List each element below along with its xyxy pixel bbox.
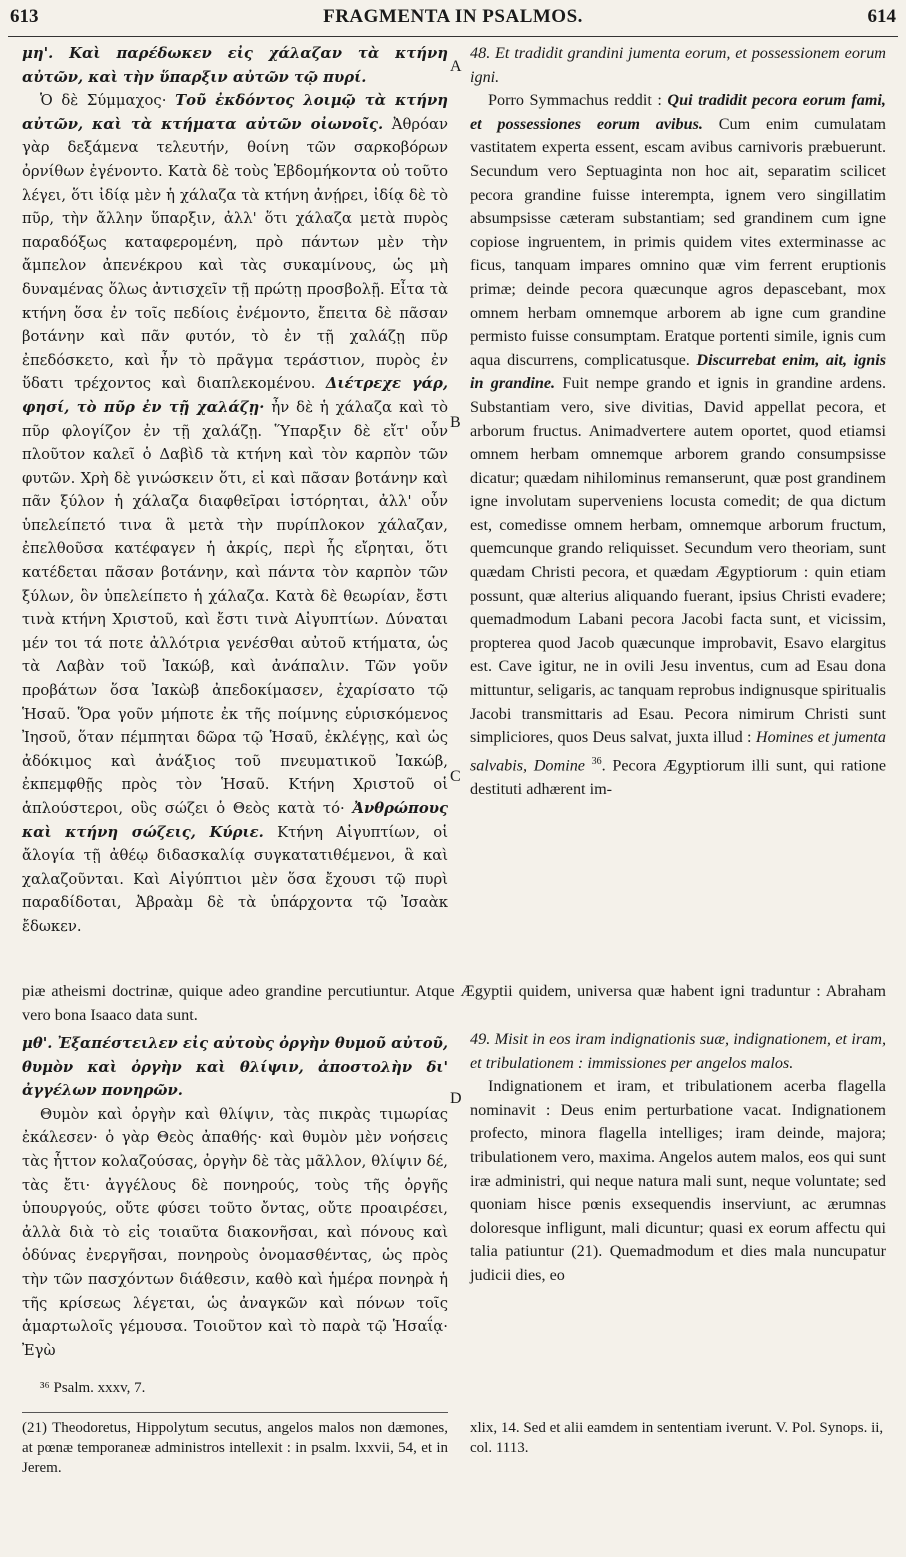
section-marker-b: B: [450, 414, 461, 431]
footnote-ref-36[interactable]: 36: [591, 755, 602, 767]
footnote-21-right: xlix, 14. Sed et alii eamdem in sententiam iverunt. V. Pol. Synops. ii, col. 1113.: [470, 1420, 884, 1456]
latin-text-1: Cum enim cumulatam vastitatem experta essent, escam avibus carnivoris præbuerunt. Secundum vero Septuaginta non hoc ait, separatim scilicet pecora grandine fuisse interempta, ignem vero singillatim absumpsisse cæteram substantiam; sed grandinem cum igne copiose ingruentem, in primis quidem vites exterminasse ac ficus, tanquam impares omnino quæ vim ferrent eruptionis primæ; deinde pecora quæcunque agros depascebant, mox omnem herbam omnemque arborem ab igne cum grandine permisto fuisse consumptam. Eratque portenti simile, ignis cum aqua discurrens, complicatusque.: [470, 114, 886, 369]
greek-text-1: Ἀθρόαν γὰρ δεξάμενα τελευτήν, θοίνη τῶν σαρκοβόρων ὀρνίθων ἐγένοντο. Κατὰ δὲ τοὺς Ἑβδομήκοντα οὐ τοῦτο λέγει, ὅτι ἰδίᾳ μὲν ἡ χάλαζα τὰ κτήνη ἀνῄρει, ἰδίᾳ δὲ τὸ πῦρ, τὴν ἄλλην ὕπαρξιν, ἀλλ' ὅτι χάλαζα μετὰ πυρὸς παραδόξως καταφερομένη, πρὸ πάντων μὲν τὴν ἄμπελον ἀπενέκρου καὶ τὰς συκαμίνους, ὡς μὴ δυναμένας ὅλως ἀντισχεῖν τῇ πρώτῃ προσβολῇ. Εἶτα τὰ κτήνη ὅσα ἐν τοῖς πεδίοις ἐνέμοντο, ἔπειτα δὲ πᾶσαν βοτάνην καὶ πᾶν φυτόν, τὸ ἐν τῇ χαλάζῃ πῦρ ἐπεδόσκετο, καὶ ἦν τὸ πρᾶγμα τεράστιον, πυρὸς ἐν ὕδατι τρέχοντος καὶ διαπλεκομένου.: [22, 115, 448, 393]
footnote-rule: [22, 1412, 448, 1413]
latin-quote-3: Homines et jumenta salvabis, Domine: [470, 728, 886, 775]
running-header: [10, 6, 896, 34]
latin-symmachus-quote: Qui tradidit pecora eorum fami, et possessiones eorum avibus.: [470, 91, 886, 133]
section-marker-c: C: [450, 768, 461, 785]
full-width-continuation: piæ atheismi doctrinæ, quique adeo grandine percutiuntur. Atque Ægyptii quidem, universa quæ habent igni traduntur : Abraham vero bona Isaaco data sunt.: [22, 982, 886, 1024]
latin-verse-heading-49: 49. Misit in eos iram indignationis suæ, indignationem, et iram, et tribulationem : immissiones per angelos malos.: [470, 1030, 886, 1072]
latin-commentary-49: Indignationem et iram, et tribulationem acerba flagella nominavit : Deus enim perturbatione vacat. Indignationem profecto, minora flagella intelliges; iram deinde, majora; tribulationem vero, maxima. Angelos autem malos, eos qui sunt iræ administri, qui neque natura mali sunt, neque voluntate; sed quoniam hisce pœnis exsequendis inserviunt, ac ærumnas doloresque infligunt, mali dicuntur; quasi ex eorum affectu qui talia patiuntur (21). Quemadmodum et dies mala nuncupatur judicii dies, eo: [470, 1077, 886, 1284]
latin-commentary: [470, 89, 886, 801]
greek-text-3: Κτήνη Αἰγυπτίων, οἱ ἄλογία τῇ ἀθέῳ διδασκαλίᾳ συγκατατιθέμενοι, ἃ καὶ χαλαζοῦνται. Καὶ Αἰγύπτιοι μὲν ὅσα ἔχουσι τῷ πυρὶ παραδίδοται, Ἀβραὰμ δὲ τὰ ὑπάρχοντα τῷ Ἰσαὰκ ἔδωκεν.: [22, 823, 449, 935]
greek-verse-heading: μη'. Καὶ παρέδωκεν εἰς χάλαζαν τὰ κτήνη αὐτῶν, καὶ τὴν ὕπαρξιν αὐτῶν τῷ πυρί.: [22, 45, 448, 86]
latin-lead: Porro Symmachus reddit :: [488, 91, 662, 110]
scripture-footnote: ³⁶ Psalm. xxxv, 7.: [40, 1380, 146, 1396]
greek-text-2: ἦν δὲ ἡ χάλαζα καὶ τὸ πῦρ φλογίζον ἐν τῇ χαλάζῃ. Ὕπαρξιν δὲ εἴτ' οὖν πλοῦτον καλεῖ ὁ Δαβὶδ τὰ κτήνη καὶ τὸν καρπὸν τῶν φυτῶν. Χρὴ δὲ γινώσκειν ὅτι, εἰ καὶ πᾶσαν βοτάνην καὶ πᾶν ξύλον ἡ χάλαζα διαφθεῖραι ἱστόρηται, ἀλλ' οὖν ὑπελείπετό τινα ἃ μετὰ τὴν πυρίπλοκον χάλαζαν, ἐπελθοῦσα κατέφαγεν ἡ ἀκρίς, περὶ ἧς εἴρηται, ὅτι κατέδεται πᾶσαν βοτάνην, καὶ πάντα τὸν καρπὸν τῶν ξύλων, ὃν ὑπελείπετο ἡ χάλαζα. Κατὰ δὲ θεωρίαν, ἔστι τινὰ κτήνη Χριστοῦ, καὶ ἔστι τινὰ Αἰγυπτίων. Δύναται μέν τοι τά ποτε ἀλλότρια γενέσθαι αὐτοῦ κτήματα, ὡς τὰ Λαβὰν τοῦ Ἰακώβ, καὶ ἀνάπαλιν. Τῶν γοῦν προβάτων ὅσα Ἰακὼβ ἀπεδοκίμασεν, ἐχαρίσατο τῷ Ἡσαῦ. Ὅρα γοῦν μήποτε ἐκ τῆς ποίμνης εὑρισκόμενος Ἰησοῦ, ὅταν πέμπηται δῶρα τῷ Ἡσαῦ, ἐκλέγῃς, καὶ ὡς ἀδόκιμος καὶ ἀνάξιος τοῦ πνευματικοῦ Ἰακώβ, ἐκπεμφθῇς πρὸς τὸν Ἡσαῦ. Κτήνη Χριστοῦ οἱ ἁπλούστεροι, οὓς σώζει ὁ Θεὸς κατὰ τό·: [22, 398, 448, 817]
running-title: FRAGMENTA IN PSALMOS.: [323, 6, 583, 27]
latin-quote-2: Discurrebat enim, ait, ignis in grandine.: [470, 350, 886, 393]
greek-quote-3: Ἀνθρώπους καὶ κτήνη σώζεις, Κύριε.: [22, 800, 448, 841]
latin-text-2: Fuit nempe grando et ignis in grandine ardens. Substantiam vero, sive divitias, David appellat pecora, et arborum fructus. Animadvertere autem oportet, quod etiamsi omnem herbam omnemque arborem grando consumpsisse dicatur; quædam nihilominus remanserunt, quæ post grandinem igne involutam superveniens locusta comedit; de qua dictum est, comedisse omnem herbam, omnemque arborum fructum, quemcunque grando reliquisset. Secundum vero theoriam, sunt quædam Christi pecora, et quædam Ægyptiorum : quin etiam possunt, quæ alterius aliquando fuerant, ipsius Christi evadere; quemadmodum Labani pecora Jacobi facta sunt, et vicissim, propterea quod Jacob quæcunque improbavit, Esavo elargitus est. Cave igitur, ne in ovili Jesu inventus, cum ad Esau dona mittuntur, seligaris, ac tanquam reprobus indignusque spiritualis Jacobi transmittaris ad Esau. Pecora nimirum Christi sunt simpliciores, quos Deus salvat, juxta illud :: [470, 374, 887, 747]
latin-text-3: . Pecora Ægyptiorum illi sunt, qui ratione destituti adhærent im-: [470, 756, 887, 798]
greek-lead: Ὁ δὲ Σύμμαχος·: [40, 92, 167, 110]
latin-verse-heading: 48. Et tradidit grandini jumenta eorum, et possessionem eorum igni.: [470, 44, 886, 86]
greek-symmachus-quote: Τοῦ ἐκδόντος λοιμῷ τὰ κτήνη αὐτῶν, καὶ τὰ κτήματα αὐτῶν οἰωνοῖς.: [22, 92, 448, 133]
greek-quote-2: Διέτρεχε γάρ, φησί, τὸ πῦρ ἐν τῇ χαλάζῃ·: [22, 375, 448, 416]
latin-column-v48: [470, 42, 886, 801]
greek-column-v48: [22, 42, 448, 939]
greek-commentary-49: Θυμὸν καὶ ὀργὴν καὶ θλίψιν, τὰς πικρὰς τιμωρίας ἐκάλεσεν· ὁ γὰρ Θεὸς ἀπαθής· καὶ θυμὸν μὲν νοήσεις τὰς ἧττον κολαζούσας, ὀργὴν δὲ τὰς μᾶλλον, θλίψιν δέ, τὰς ἔτι· ἀγγέλους δὲ πονηρούς, τοὺς τῆς ὀργῆς ὑπουργούς, οὔτε φύσει τοῦτο ὄντας, οὔτε προαιρέσει, ἀλλὰ διὰ τὸ εἰς τοιαῦτα διακονῆσαι, καὶ πόνους καὶ ὀδύνας ἐνεργῆσαι, πονηροὺς ὀνομασθέντας, ὡς πρὸς τὴν τῶν πασχόντων διάθεσιν, καθὸ καὶ ἡμέρα πονηρὰ ἡ τῆς κρίσεως λέγεται, ὡς ἀναγκῶν καὶ πόνων τοῖς ἁμαρτωλοῖς γέμουσα. Τοιοῦτον καὶ τὸ παρὰ τῷ Ἡσαΐᾳ· Ἐγὼ: [22, 1105, 448, 1359]
page-number-left: 613: [10, 6, 39, 27]
footnote-21-left: (21) Theodoretus, Hippolytum secutus, angelos malos non dæmones, at pœnæ temporaneæ administros intellexit : in psalm. lxxvii, 54, et in Jerem.: [22, 1420, 448, 1476]
section-marker-d: D: [450, 1090, 462, 1107]
header-rule: [8, 36, 898, 37]
greek-verse-heading-49: μθ'. Ἐξαπέστειλεν εἰς αὐτοὺς ὀργὴν θυμοῦ αὐτοῦ, θυμὸν καὶ ὀργὴν καὶ θλίψιν, ἀποστολὴν δι' ἀγγέλων πονηρῶν.: [22, 1035, 448, 1100]
greek-column-v49: [22, 1032, 448, 1362]
latin-column-v49: [470, 1028, 886, 1288]
greek-commentary: [22, 89, 448, 938]
page-number-right: 614: [867, 6, 896, 27]
section-marker-a: A: [450, 58, 462, 75]
